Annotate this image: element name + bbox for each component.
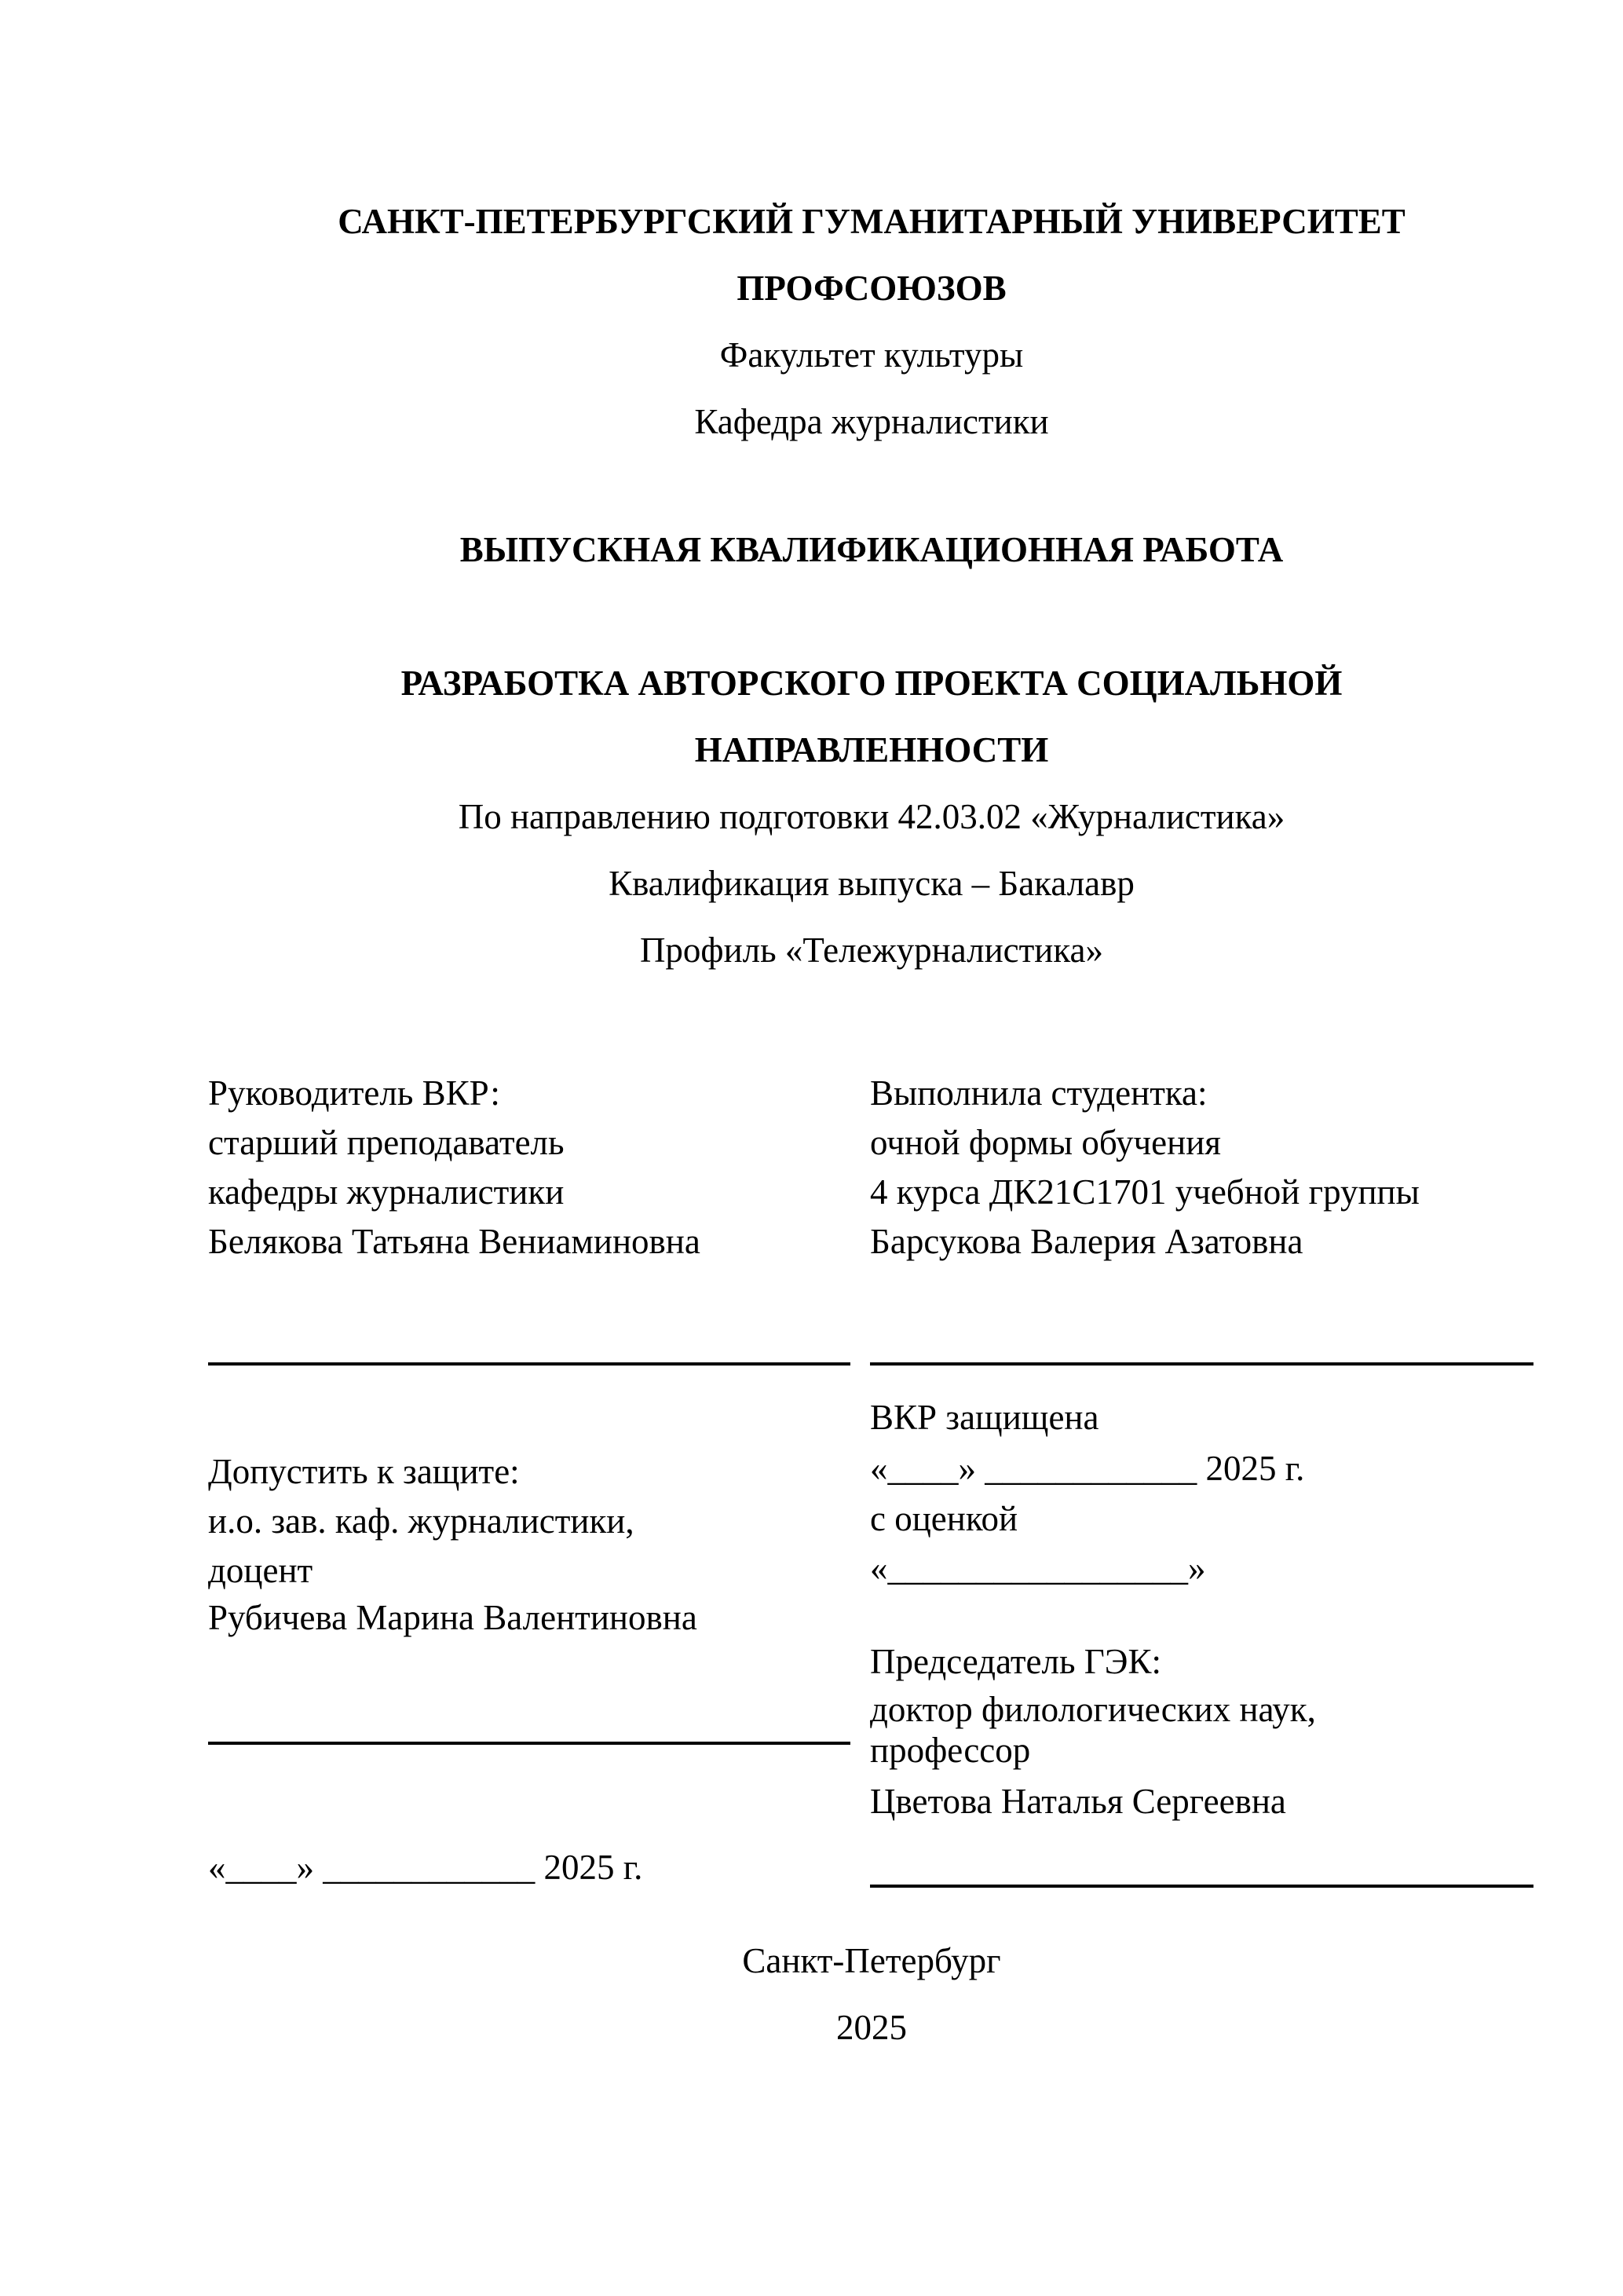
- thesis-title-line2: НАПРАВЛЕННОСТИ: [694, 730, 1049, 770]
- admission-name: Рубичева Марина Валентиновна: [208, 1598, 697, 1637]
- footer-city: Санкт-Петербург: [742, 1941, 1001, 1980]
- footer-block: [208, 1928, 1535, 2061]
- gek-chair-signature-line: [870, 1885, 1533, 1888]
- faculty-line: Факультет культуры: [719, 335, 1024, 375]
- university-header: [208, 188, 1535, 455]
- supervisor-block: [208, 1069, 860, 1267]
- gek-chair-name: Цветова Наталья Сергеевна: [870, 1782, 1286, 1821]
- blank-line: [208, 583, 1535, 650]
- defense-grade-blank-line: «_________________»: [870, 1548, 1206, 1588]
- gek-chair-label: Председатель ГЭК:: [870, 1642, 1161, 1681]
- supervisor-name: Белякова Татьяна Вениаминовна: [208, 1222, 700, 1261]
- defense-date-line: «____» ____________ 2025 г.: [870, 1449, 1305, 1488]
- defense-grade-label: с оценкой: [870, 1499, 1018, 1538]
- student-label: Выполнила студентка:: [870, 1073, 1208, 1113]
- admission-position-line1: и.о. зав. каф. журналистики,: [208, 1501, 634, 1541]
- admission-signature-line: [208, 1742, 850, 1745]
- program-line: По направлению подготовки 42.03.02 «Журналистика»: [458, 797, 1285, 836]
- qualification-line: Квалификация выпуска – Бакалавр: [609, 864, 1135, 903]
- thesis-title-line1: РАЗРАБОТКА АВТОРСКОГО ПРОЕКТА СОЦИАЛЬНОЙ: [400, 664, 1343, 703]
- student-block: [870, 1069, 1539, 1267]
- supervisor-position-line2: кафедры журналистики: [208, 1172, 565, 1212]
- title-block: [208, 517, 1535, 984]
- student-form-line: очной формы обучения: [870, 1123, 1221, 1162]
- student-group-line: 4 курса ДК21С1701 учебной группы: [870, 1172, 1420, 1212]
- department-line: Кафедра журналистики: [694, 402, 1049, 441]
- gek-chair-degree-line: доктор филологических наук,: [870, 1690, 1316, 1729]
- admission-label: Допустить к защите:: [208, 1452, 520, 1491]
- defense-status-line: ВКР защищена: [870, 1398, 1099, 1437]
- student-name: Барсукова Валерия Азатовна: [870, 1222, 1303, 1261]
- profile-line: Профиль «Тележурналистика»: [639, 930, 1104, 970]
- work-type-title: ВЫПУСКНАЯ КВАЛИФИКАЦИОННАЯ РАБОТА: [459, 530, 1284, 569]
- supervisor-label: Руководитель ВКР:: [208, 1073, 500, 1113]
- footer-year: 2025: [836, 2008, 907, 2047]
- admission-date-line: «____» ____________ 2025 г.: [208, 1848, 643, 1887]
- university-name-line1: САНКТ-ПЕТЕРБУРГСКИЙ ГУМАНИТАРНЫЙ УНИВЕРСИТЕТ: [338, 202, 1406, 241]
- student-signature-line: [870, 1362, 1533, 1366]
- university-name-line2: ПРОФСОЮЗОВ: [737, 269, 1007, 308]
- gek-chair-rank-line: профессор: [870, 1731, 1031, 1770]
- supervisor-position-line1: старший преподаватель: [208, 1123, 565, 1162]
- supervisor-signature-line: [208, 1362, 850, 1366]
- admission-position-line2: доцент: [208, 1551, 313, 1590]
